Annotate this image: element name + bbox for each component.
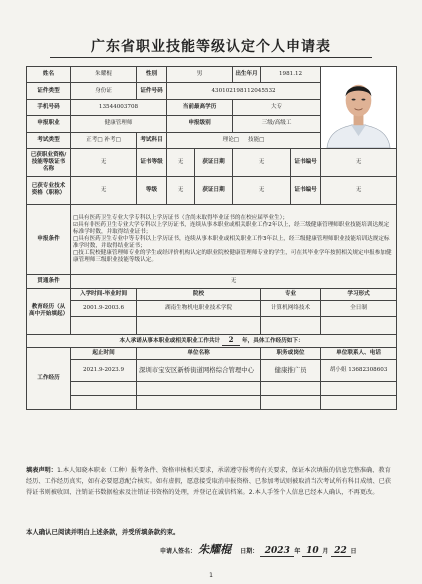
edu-header-school: 院校 bbox=[137, 288, 261, 300]
subject-option-theory: 理论□ bbox=[222, 136, 240, 143]
subject-label: 考试科目 bbox=[137, 132, 167, 148]
work-label: 工作经历 bbox=[27, 347, 71, 409]
confirmation-text: 本人确认已阅读并明白上述条款，并受所填条款约束。 bbox=[26, 528, 180, 536]
declaration-text bbox=[26, 466, 396, 499]
years-prefix: 本人承诺从事本职业或相关职业工作共计 bbox=[119, 338, 221, 345]
birth-label: 出生年月 bbox=[233, 67, 261, 83]
edu-empty-cell bbox=[71, 316, 137, 334]
id-no-value: 430102198112045532 bbox=[167, 83, 321, 99]
date-day: 22 bbox=[331, 546, 351, 557]
cert-date-value: 无 bbox=[233, 148, 291, 176]
condition-item: □具有医药卫生专业大学专科以上学历证书（含尚未取得毕业证书的在校应届毕业生）； bbox=[73, 214, 289, 221]
work-row-contact: 胡小姐 13682308603 bbox=[321, 359, 397, 381]
work-row-company: 深圳市宝安区新桥街道网格综合管理中心 bbox=[137, 359, 261, 381]
years-value: 2 bbox=[222, 336, 240, 346]
cert-no-value: 无 bbox=[321, 148, 397, 176]
day-unit: 日 bbox=[350, 548, 357, 555]
edu-value: 大专 bbox=[233, 99, 321, 115]
exam-option-retake: 补考□ bbox=[104, 136, 121, 143]
level-value: 三级/高级工 bbox=[233, 116, 321, 132]
date-label: 日期： bbox=[240, 548, 259, 555]
edu-header-major: 专业 bbox=[261, 288, 321, 300]
condition-item-checked: ☑具有非医药卫生专业大学专科以上学历证书，连续从事本职业或相关职业工作2年以上，经三级健康管理师职业技能培训达规定标准学时数，并取得结业证书； bbox=[73, 221, 390, 235]
portrait-photo bbox=[321, 67, 396, 148]
existing-cert-value: 无 bbox=[71, 148, 137, 176]
condition-item: □具有医药卫生专业中等专科以上学历证书，连续从事本职业或相关职业工作3年以上，经三级健康管理师职业技能培训达规定标准学时数，并取得结业证书； bbox=[73, 235, 390, 249]
occupation-label: 申报职业 bbox=[27, 116, 71, 132]
edu-empty-cell bbox=[137, 316, 261, 334]
work-header-time: 起止时间 bbox=[71, 347, 137, 359]
edu-empty-cell bbox=[261, 316, 321, 334]
edu-row-school: 湖南生物机电职业技术学院 bbox=[137, 300, 261, 316]
title-no-value: 无 bbox=[321, 176, 397, 204]
years-statement bbox=[27, 334, 397, 347]
work-empty-cell bbox=[137, 395, 261, 409]
work-empty-cell bbox=[71, 381, 137, 395]
gender-value: 男 bbox=[167, 67, 233, 83]
phone-label: 手机号码 bbox=[27, 99, 71, 115]
id-no-label: 证件号码 bbox=[137, 83, 167, 99]
condition-item: □技工院校健康管理师专业的学生或经评价机构认定的职业院校健康管理师专业的学生，可在其毕业学年按照相关规定申报参加健康管理师三级职业技能等级认定。 bbox=[73, 249, 392, 263]
edu-header-time: 入学时间-毕业时间 bbox=[71, 288, 137, 300]
contact-value: 无 bbox=[71, 274, 397, 288]
month-unit: 月 bbox=[322, 548, 329, 555]
sign-label: 申请人签名： bbox=[160, 548, 197, 555]
work-empty-cell bbox=[261, 381, 321, 395]
applicant-signature: 朱耀棍 bbox=[198, 543, 232, 556]
exam-option-first: 正考□ bbox=[86, 136, 103, 143]
title-date-label: 获证日期 bbox=[195, 176, 233, 204]
work-empty-cell bbox=[321, 395, 397, 409]
work-row-time: 2021.9-2023.9 bbox=[71, 359, 137, 381]
signature-row bbox=[160, 541, 357, 557]
declaration-body: 1.本人知晓本职业（工种）报考条件、资格审核相关要求，承诺遵守报考的有关要求，保证本次填报的信息完整准确、教育经历、工作经历真实，如有必要愿意配合核实。如有虚假，愿意接受取消申报资格、已参加考试则被取消当次考试所有科目成绩、已获得证书则被收回、注销证书数据检索及注销证书资格的处理，并登记在诚信档案。2.本人手签个人信息已经本人确认，不再更改。 bbox=[26, 467, 392, 496]
existing-title-value: 无 bbox=[71, 176, 137, 204]
birth-value: 1981.12 bbox=[261, 67, 321, 83]
form-title: 广东省职业技能等级认定个人申请表 bbox=[91, 39, 331, 55]
education-label: 教育经历（从高中开始填起） bbox=[27, 288, 71, 334]
page-number: 1 bbox=[209, 572, 213, 579]
level-label: 申报级别 bbox=[167, 116, 233, 132]
declaration-lead: 填表声明： bbox=[26, 467, 57, 474]
work-empty-cell bbox=[321, 381, 397, 395]
title-grade-value: 无 bbox=[167, 176, 195, 204]
gender-label: 性别 bbox=[137, 67, 167, 83]
edu-row-major: 计算机网络技术 bbox=[261, 300, 321, 316]
work-header-position: 职务或岗位 bbox=[261, 347, 321, 359]
conditions-label: 申报条件 bbox=[27, 204, 71, 274]
edu-row-time: 2001.9-2003.6 bbox=[71, 300, 137, 316]
exam-type-label: 考试类型 bbox=[27, 132, 71, 148]
title-no-label: 证书编号 bbox=[291, 176, 321, 204]
existing-title-label: 已获专业技术资格（职称） bbox=[27, 176, 71, 204]
work-empty-cell bbox=[261, 395, 321, 409]
applicant-photo bbox=[321, 67, 397, 149]
work-row-position: 健康推广员 bbox=[261, 359, 321, 381]
name-label: 姓名 bbox=[27, 67, 71, 83]
contact-label: 贯通条件 bbox=[27, 274, 71, 288]
title-grade-label: 等级 bbox=[137, 176, 167, 204]
years-suffix: 年，具体工作经历如下： bbox=[242, 338, 304, 345]
id-type-label: 证件类型 bbox=[27, 83, 71, 99]
cert-grade-value: 无 bbox=[167, 148, 195, 176]
cert-grade-label: 证书等级 bbox=[137, 148, 167, 176]
work-empty-cell bbox=[137, 381, 261, 395]
edu-label: 当前最高学历 bbox=[167, 99, 233, 115]
cert-date-label: 获证日期 bbox=[195, 148, 233, 176]
edu-header-mode: 学习形式 bbox=[321, 288, 397, 300]
edu-empty-cell bbox=[321, 316, 397, 334]
date-year: 2023 bbox=[260, 546, 294, 557]
name-value: 朱耀棍 bbox=[71, 67, 137, 83]
cert-no-label: 证书编号 bbox=[291, 148, 321, 176]
id-type-value: 身份证 bbox=[71, 83, 137, 99]
edu-row-mode: 全日制 bbox=[321, 300, 397, 316]
date-month: 10 bbox=[302, 546, 322, 557]
occupation-value: 健康管理师 bbox=[71, 116, 167, 132]
application-table bbox=[26, 66, 397, 410]
title-underline bbox=[50, 57, 372, 58]
work-empty-cell bbox=[71, 395, 137, 409]
work-header-contact: 单位联系人、电话 bbox=[321, 347, 397, 359]
title-date-value: 无 bbox=[233, 176, 291, 204]
existing-cert-label: 已获职业资格/技能等级证书名称 bbox=[27, 148, 71, 176]
subject-option-skill: 技能□ bbox=[247, 136, 265, 143]
conditions-list bbox=[71, 204, 397, 274]
year-unit: 年 bbox=[294, 548, 301, 555]
phone-value: 13544003708 bbox=[71, 99, 167, 115]
work-header-company: 单位名称 bbox=[137, 347, 261, 359]
